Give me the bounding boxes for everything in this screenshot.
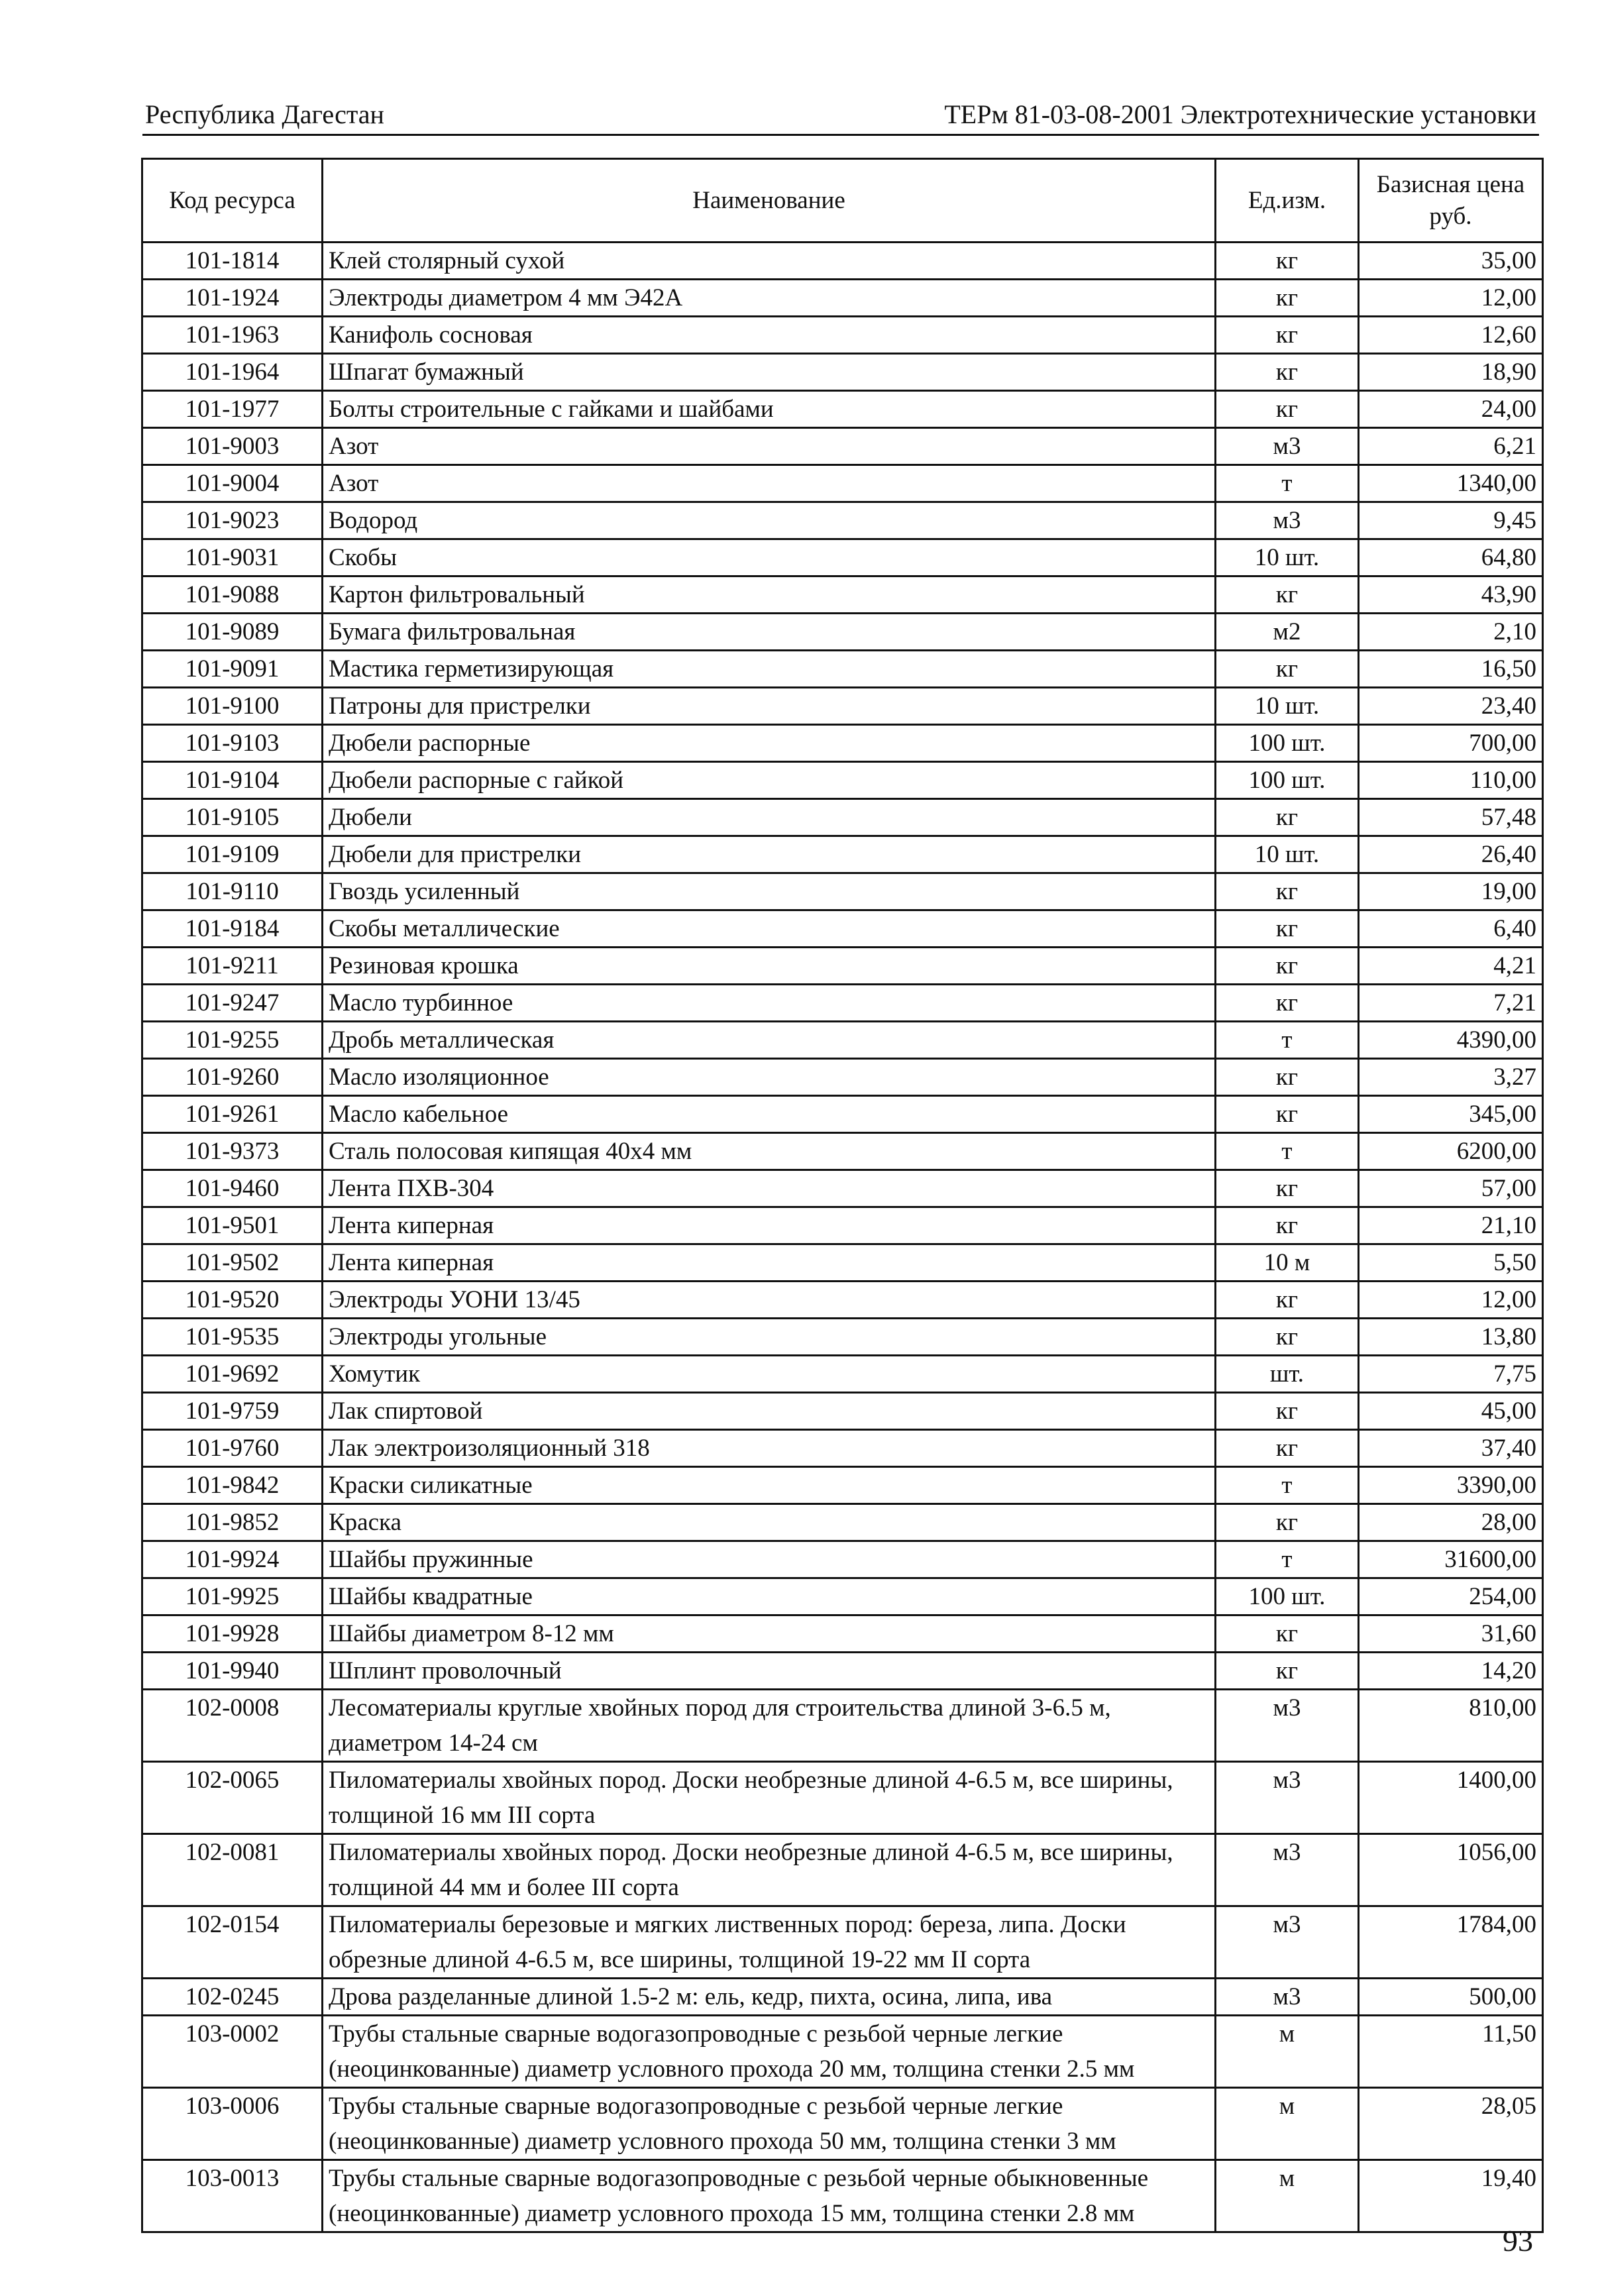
- table-row: [142, 985, 1543, 1022]
- cell-code: 101-9003: [142, 428, 323, 465]
- cell-name: Краска: [323, 1504, 1216, 1541]
- cell-unit: м3: [1216, 502, 1359, 539]
- cell-name: Дюбели для пристрелки: [323, 836, 1216, 873]
- table-row: [142, 539, 1543, 576]
- cell-unit: кг: [1216, 873, 1359, 910]
- cell-code: 101-9211: [142, 948, 323, 985]
- cell-price: 23,40: [1359, 688, 1543, 725]
- table-row: [142, 428, 1543, 465]
- table-row: [142, 243, 1543, 280]
- cell-unit: кг: [1216, 1504, 1359, 1541]
- table-header-row: [142, 159, 1543, 243]
- cell-code: 101-9091: [142, 651, 323, 688]
- cell-code: 101-9940: [142, 1653, 323, 1690]
- cell-name: Дюбели: [323, 799, 1216, 836]
- cell-unit: кг: [1216, 1393, 1359, 1430]
- cell-unit: 10 шт.: [1216, 539, 1359, 576]
- cell-price: 31600,00: [1359, 1541, 1543, 1578]
- table-row: [142, 1022, 1543, 1059]
- cell-price: 6,21: [1359, 428, 1543, 465]
- cell-unit: кг: [1216, 1059, 1359, 1096]
- cell-unit: 10 м: [1216, 1244, 1359, 1282]
- cell-unit: кг: [1216, 985, 1359, 1022]
- cell-name: Мастика герметизирующая: [323, 651, 1216, 688]
- cell-price: 345,00: [1359, 1096, 1543, 1133]
- cell-name: Скобы: [323, 539, 1216, 576]
- cell-name: Дрова разделанные длиной 1.5-2 м: ель, кедр, пихта, осина, липа, ива: [323, 1979, 1216, 2016]
- cell-code: 101-9759: [142, 1393, 323, 1430]
- cell-price: 2,10: [1359, 614, 1543, 651]
- cell-code: 103-0002: [142, 2016, 323, 2088]
- cell-price: 19,00: [1359, 873, 1543, 910]
- cell-unit: шт.: [1216, 1356, 1359, 1393]
- cell-unit: кг: [1216, 576, 1359, 614]
- table-row: [142, 1319, 1543, 1356]
- cell-name: Резиновая крошка: [323, 948, 1216, 985]
- table-row: [142, 354, 1543, 391]
- cell-price: 21,10: [1359, 1207, 1543, 1244]
- table-row: [142, 317, 1543, 354]
- table-row: [142, 1133, 1543, 1170]
- cell-price: 18,90: [1359, 354, 1543, 391]
- table-row: [142, 1467, 1543, 1504]
- cell-unit: кг: [1216, 243, 1359, 280]
- table-row: [142, 1430, 1543, 1467]
- cell-unit: т: [1216, 1541, 1359, 1578]
- table-row: [142, 1504, 1543, 1541]
- column-header-name: Наименование: [323, 159, 1216, 243]
- cell-unit: м: [1216, 2016, 1359, 2088]
- cell-price: 24,00: [1359, 391, 1543, 428]
- cell-code: 101-9104: [142, 762, 323, 799]
- cell-code: 101-9089: [142, 614, 323, 651]
- cell-code: 101-9924: [142, 1541, 323, 1578]
- column-header-unit: Ед.изм.: [1216, 159, 1359, 243]
- cell-name: Пиломатериалы хвойных пород. Доски необрезные длиной 4-6.5 м, все ширины, толщиной 16 мм III сорта: [323, 1762, 1216, 1834]
- cell-name: Трубы стальные сварные водогазопроводные с резьбой черные легкие (неоцинкованные) диаметр условного прохода 20 мм, толщина стенки 2.5 мм: [323, 2016, 1216, 2088]
- cell-price: 5,50: [1359, 1244, 1543, 1282]
- table-row: [142, 391, 1543, 428]
- cell-unit: кг: [1216, 651, 1359, 688]
- table-row: [142, 614, 1543, 651]
- cell-price: 12,60: [1359, 317, 1543, 354]
- cell-price: 31,60: [1359, 1615, 1543, 1653]
- cell-unit: м3: [1216, 1762, 1359, 1834]
- cell-code: 101-1924: [142, 280, 323, 317]
- cell-price: 28,05: [1359, 2088, 1543, 2160]
- table-row: [142, 910, 1543, 948]
- cell-price: 19,40: [1359, 2160, 1543, 2232]
- cell-name: Канифоль сосновая: [323, 317, 1216, 354]
- cell-price: 9,45: [1359, 502, 1543, 539]
- cell-code: 101-9260: [142, 1059, 323, 1096]
- cell-code: 101-9520: [142, 1282, 323, 1319]
- cell-name: Водород: [323, 502, 1216, 539]
- table-row: [142, 836, 1543, 873]
- cell-name: Масло турбинное: [323, 985, 1216, 1022]
- table-row: [142, 1653, 1543, 1690]
- cell-price: 16,50: [1359, 651, 1543, 688]
- cell-name: Дробь металлическая: [323, 1022, 1216, 1059]
- cell-price: 500,00: [1359, 1979, 1543, 2016]
- cell-code: 102-0081: [142, 1834, 323, 1906]
- cell-name: Клей столярный сухой: [323, 243, 1216, 280]
- cell-name: Лента киперная: [323, 1207, 1216, 1244]
- cell-code: 101-9373: [142, 1133, 323, 1170]
- table-row: [142, 1578, 1543, 1615]
- cell-price: 11,50: [1359, 2016, 1543, 2088]
- table-row: [142, 1690, 1543, 1762]
- table-row: [142, 2160, 1543, 2232]
- column-header-price-line1: Базисная цена: [1376, 170, 1525, 198]
- cell-price: 6200,00: [1359, 1133, 1543, 1170]
- cell-name: Хомутик: [323, 1356, 1216, 1393]
- cell-code: 101-9110: [142, 873, 323, 910]
- cell-unit: кг: [1216, 1653, 1359, 1690]
- cell-unit: кг: [1216, 910, 1359, 948]
- table-row: [142, 1979, 1543, 2016]
- cell-name: Дюбели распорные: [323, 725, 1216, 762]
- cell-code: 101-9004: [142, 465, 323, 502]
- cell-price: 43,90: [1359, 576, 1543, 614]
- cell-unit: м3: [1216, 428, 1359, 465]
- cell-code: 101-9502: [142, 1244, 323, 1282]
- cell-name: Шплинт проволочный: [323, 1653, 1216, 1690]
- cell-unit: кг: [1216, 317, 1359, 354]
- cell-unit: кг: [1216, 1319, 1359, 1356]
- cell-name: Лента ПХВ-304: [323, 1170, 1216, 1207]
- cell-name: Масло изоляционное: [323, 1059, 1216, 1096]
- cell-name: Азот: [323, 465, 1216, 502]
- cell-price: 13,80: [1359, 1319, 1543, 1356]
- page-header: [142, 99, 1539, 136]
- cell-price: 12,00: [1359, 1282, 1543, 1319]
- cell-price: 1784,00: [1359, 1906, 1543, 1979]
- table-row: [142, 1393, 1543, 1430]
- cell-price: 1056,00: [1359, 1834, 1543, 1906]
- cell-price: 45,00: [1359, 1393, 1543, 1430]
- cell-code: 101-1963: [142, 317, 323, 354]
- cell-code: 101-9103: [142, 725, 323, 762]
- cell-name: Лак электроизоляционный 318: [323, 1430, 1216, 1467]
- cell-price: 57,48: [1359, 799, 1543, 836]
- cell-code: 101-9928: [142, 1615, 323, 1653]
- table-row: [142, 1282, 1543, 1319]
- cell-price: 4,21: [1359, 948, 1543, 985]
- cell-code: 102-0245: [142, 1979, 323, 2016]
- table-row: [142, 465, 1543, 502]
- cell-name: Патроны для пристрелки: [323, 688, 1216, 725]
- cell-name: Гвоздь усиленный: [323, 873, 1216, 910]
- cell-unit: м3: [1216, 1834, 1359, 1906]
- cell-name: Электроды диаметром 4 мм Э42А: [323, 280, 1216, 317]
- cell-name: Электроды УОНИ 13/45: [323, 1282, 1216, 1319]
- table-row: [142, 948, 1543, 985]
- cell-name: Картон фильтровальный: [323, 576, 1216, 614]
- cell-name: Азот: [323, 428, 1216, 465]
- cell-name: Дюбели распорные с гайкой: [323, 762, 1216, 799]
- cell-code: 102-0065: [142, 1762, 323, 1834]
- cell-price: 37,40: [1359, 1430, 1543, 1467]
- cell-code: 101-9023: [142, 502, 323, 539]
- cell-unit: т: [1216, 1467, 1359, 1504]
- cell-price: 28,00: [1359, 1504, 1543, 1541]
- cell-price: 700,00: [1359, 725, 1543, 762]
- cell-name: Бумага фильтровальная: [323, 614, 1216, 651]
- cell-price: 110,00: [1359, 762, 1543, 799]
- cell-code: 101-9460: [142, 1170, 323, 1207]
- cell-code: 101-9255: [142, 1022, 323, 1059]
- cell-name: Скобы металлические: [323, 910, 1216, 948]
- cell-price: 12,00: [1359, 280, 1543, 317]
- table-row: [142, 576, 1543, 614]
- cell-code: 101-1964: [142, 354, 323, 391]
- cell-name: Трубы стальные сварные водогазопроводные с резьбой черные обыкновенные (неоцинкованные) диаметр условного прохода 15 мм, толщина стенки 2.8 мм: [323, 2160, 1216, 2232]
- table-row: [142, 1244, 1543, 1282]
- cell-name: Шайбы пружинные: [323, 1541, 1216, 1578]
- cell-code: 102-0154: [142, 1906, 323, 1979]
- cell-code: 101-9184: [142, 910, 323, 948]
- cell-name: Шпагат бумажный: [323, 354, 1216, 391]
- cell-code: 101-9852: [142, 1504, 323, 1541]
- cell-unit: 100 шт.: [1216, 762, 1359, 799]
- table-row: [142, 799, 1543, 836]
- header-region: Республика Дагестан: [145, 99, 384, 129]
- cell-unit: 10 шт.: [1216, 836, 1359, 873]
- cell-unit: т: [1216, 1022, 1359, 1059]
- cell-unit: м3: [1216, 1690, 1359, 1762]
- table-row: [142, 688, 1543, 725]
- cell-unit: м: [1216, 2160, 1359, 2232]
- table-row: [142, 725, 1543, 762]
- cell-price: 64,80: [1359, 539, 1543, 576]
- cell-name: Шайбы диаметром 8-12 мм: [323, 1615, 1216, 1653]
- cell-price: 3390,00: [1359, 1467, 1543, 1504]
- cell-code: 101-1977: [142, 391, 323, 428]
- cell-code: 101-9031: [142, 539, 323, 576]
- cell-unit: т: [1216, 1133, 1359, 1170]
- cell-unit: кг: [1216, 280, 1359, 317]
- cell-unit: кг: [1216, 799, 1359, 836]
- cell-price: 810,00: [1359, 1690, 1543, 1762]
- header-document-title: ТЕРм 81-03-08-2001 Электротехнические установки: [944, 99, 1536, 129]
- cell-price: 4390,00: [1359, 1022, 1543, 1059]
- table-row: [142, 502, 1543, 539]
- cell-unit: кг: [1216, 1430, 1359, 1467]
- cell-unit: кг: [1216, 354, 1359, 391]
- table-row: [142, 280, 1543, 317]
- table-row: [142, 651, 1543, 688]
- page-number: 93: [1503, 2224, 1533, 2258]
- cell-price: 7,75: [1359, 1356, 1543, 1393]
- cell-unit: 10 шт.: [1216, 688, 1359, 725]
- cell-unit: кг: [1216, 391, 1359, 428]
- column-header-price: [1359, 159, 1543, 243]
- table-row: [142, 1170, 1543, 1207]
- resource-price-table: [141, 158, 1544, 2233]
- cell-name: Лак спиртовой: [323, 1393, 1216, 1430]
- cell-unit: кг: [1216, 1170, 1359, 1207]
- table-row: [142, 1059, 1543, 1096]
- cell-unit: м: [1216, 2088, 1359, 2160]
- cell-code: 103-0006: [142, 2088, 323, 2160]
- cell-unit: кг: [1216, 948, 1359, 985]
- cell-unit: кг: [1216, 1615, 1359, 1653]
- cell-price: 26,40: [1359, 836, 1543, 873]
- cell-name: Электроды угольные: [323, 1319, 1216, 1356]
- cell-name: Краски силикатные: [323, 1467, 1216, 1504]
- table-row: [142, 1906, 1543, 1979]
- cell-name: Сталь полосовая кипящая 40х4 мм: [323, 1133, 1216, 1170]
- table-row: [142, 1762, 1543, 1834]
- cell-unit: т: [1216, 465, 1359, 502]
- cell-price: 14,20: [1359, 1653, 1543, 1690]
- cell-code: 103-0013: [142, 2160, 323, 2232]
- table-row: [142, 1615, 1543, 1653]
- cell-unit: кг: [1216, 1096, 1359, 1133]
- cell-price: 254,00: [1359, 1578, 1543, 1615]
- column-header-code: Код ресурса: [142, 159, 323, 243]
- cell-price: 1400,00: [1359, 1762, 1543, 1834]
- cell-price: 6,40: [1359, 910, 1543, 948]
- table-row: [142, 873, 1543, 910]
- cell-name: Масло кабельное: [323, 1096, 1216, 1133]
- cell-name: Болты строительные с гайками и шайбами: [323, 391, 1216, 428]
- cell-code: 101-9261: [142, 1096, 323, 1133]
- cell-price: 57,00: [1359, 1170, 1543, 1207]
- cell-code: 101-9925: [142, 1578, 323, 1615]
- cell-code: 101-9100: [142, 688, 323, 725]
- column-header-price-line2: руб.: [1429, 202, 1472, 230]
- table-row: [142, 1096, 1543, 1133]
- cell-code: 101-9105: [142, 799, 323, 836]
- cell-unit: м3: [1216, 1979, 1359, 2016]
- table-row: [142, 2016, 1543, 2088]
- cell-unit: м3: [1216, 1906, 1359, 1979]
- cell-code: 101-9535: [142, 1319, 323, 1356]
- table-row: [142, 1356, 1543, 1393]
- cell-unit: кг: [1216, 1282, 1359, 1319]
- cell-code: 101-9247: [142, 985, 323, 1022]
- cell-code: 101-9842: [142, 1467, 323, 1504]
- cell-price: 35,00: [1359, 243, 1543, 280]
- table-row: [142, 1207, 1543, 1244]
- cell-price: 7,21: [1359, 985, 1543, 1022]
- cell-name: Шайбы квадратные: [323, 1578, 1216, 1615]
- cell-price: 3,27: [1359, 1059, 1543, 1096]
- cell-code: 101-1814: [142, 243, 323, 280]
- cell-unit: 100 шт.: [1216, 725, 1359, 762]
- cell-price: 1340,00: [1359, 465, 1543, 502]
- cell-name: Лесоматериалы круглые хвойных пород для строительства длиной 3-6.5 м, диаметром 14-24 см: [323, 1690, 1216, 1762]
- table-row: [142, 2088, 1543, 2160]
- cell-code: 101-9109: [142, 836, 323, 873]
- cell-code: 102-0008: [142, 1690, 323, 1762]
- cell-name: Лента киперная: [323, 1244, 1216, 1282]
- cell-name: Пиломатериалы хвойных пород. Доски необрезные длиной 4-6.5 м, все ширины, толщиной 44 мм и более III сорта: [323, 1834, 1216, 1906]
- table-row: [142, 1541, 1543, 1578]
- cell-unit: кг: [1216, 1207, 1359, 1244]
- table-row: [142, 1834, 1543, 1906]
- cell-name: Пиломатериалы березовые и мягких лиственных пород: береза, липа. Доски обрезные длиной 4-6.5 м, все ширины, толщиной 19-22 мм II сорта: [323, 1906, 1216, 1979]
- cell-code: 101-9501: [142, 1207, 323, 1244]
- cell-unit: м2: [1216, 614, 1359, 651]
- cell-code: 101-9692: [142, 1356, 323, 1393]
- table-row: [142, 762, 1543, 799]
- cell-name: Трубы стальные сварные водогазопроводные с резьбой черные легкие (неоцинкованные) диаметр условного прохода 50 мм, толщина стенки 3 мм: [323, 2088, 1216, 2160]
- cell-code: 101-9760: [142, 1430, 323, 1467]
- cell-code: 101-9088: [142, 576, 323, 614]
- cell-unit: 100 шт.: [1216, 1578, 1359, 1615]
